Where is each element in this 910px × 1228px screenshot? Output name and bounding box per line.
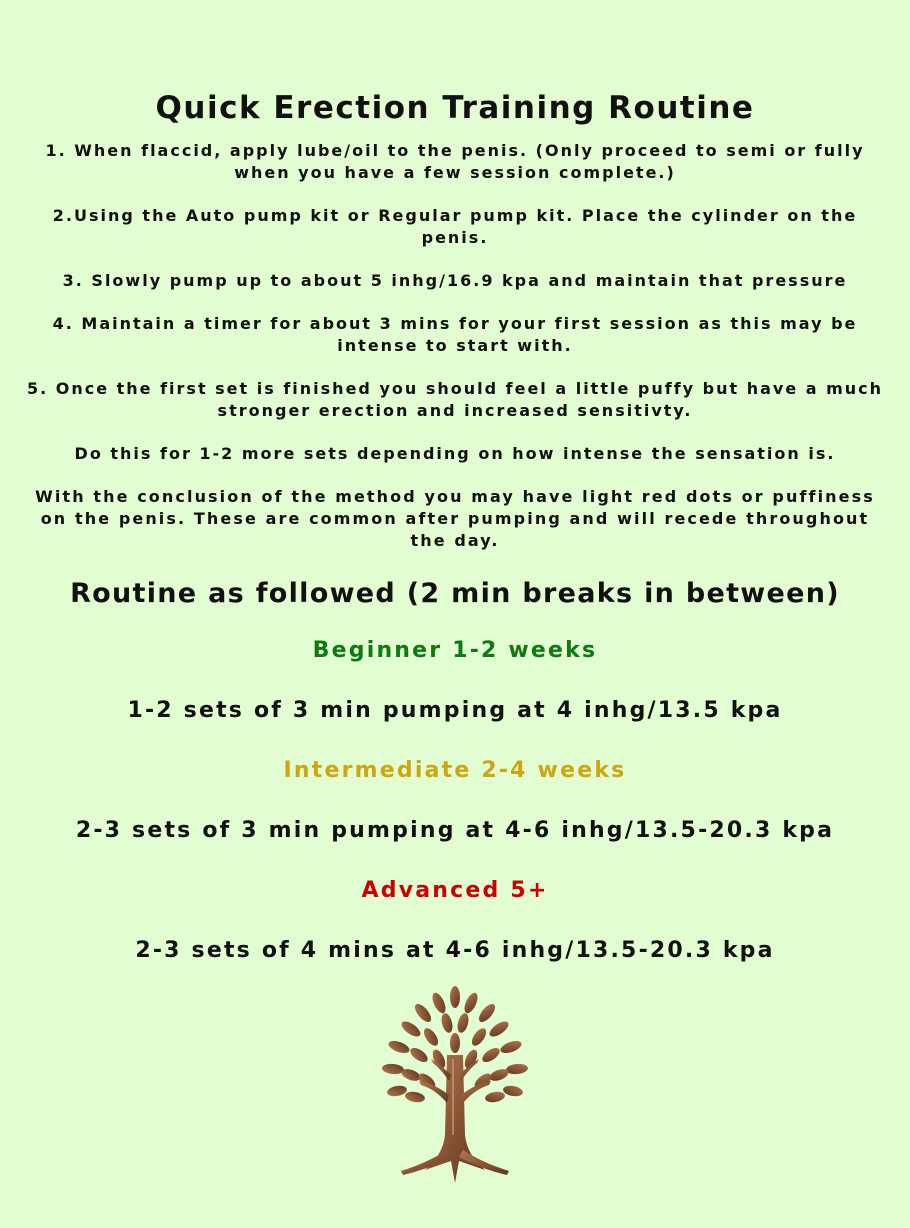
step-5: 5. Once the first set is finished you should feel a little puffy but have a much stronger erection and increased sensitivty. [26, 379, 884, 420]
repeat-note: Do this for 1-2 more sets depending on how intense the sensation is. [74, 444, 836, 463]
routine-heading: Routine as followed (2 min breaks in between) [70, 578, 840, 609]
level-intermediate-regimen: 2-3 sets of 3 min pumping at 4-6 inhg/13.5-20.3 kpa [75, 818, 835, 843]
tree-logo-icon [367, 985, 543, 1190]
step-2: 2.Using the Auto pump kit or Regular pump kit. Place the cylinder on the penis. [52, 206, 858, 247]
level-beginner-regimen: 1-2 sets of 3 min pumping at 4 inhg/13.5 kpa [127, 698, 783, 723]
page-title: Quick Erection Training Routine [155, 90, 755, 126]
step-4: 4. Maintain a timer for about 3 mins for your first session as this may be intense to start with. [52, 314, 858, 355]
level-beginner-label: Beginner 1-2 weeks [312, 638, 598, 663]
step-1: 1. When flaccid, apply lube/oil to the penis. (Only proceed to semi or fully when you have a few session complete.) [45, 141, 865, 182]
level-intermediate-label: Intermediate 2-4 weeks [283, 758, 627, 783]
step-3: 3. Slowly pump up to about 5 inhg/16.9 kpa and maintain that pressure [62, 271, 848, 290]
level-advanced-regimen: 2-3 sets of 4 mins at 4-6 inhg/13.5-20.3 kpa [135, 938, 775, 963]
level-advanced-label: Advanced 5+ [361, 878, 549, 903]
aftercare-note: With the conclusion of the method you may have light red dots or puffiness on the penis. These are common after pumping and will recede throughout the day. [35, 487, 875, 550]
